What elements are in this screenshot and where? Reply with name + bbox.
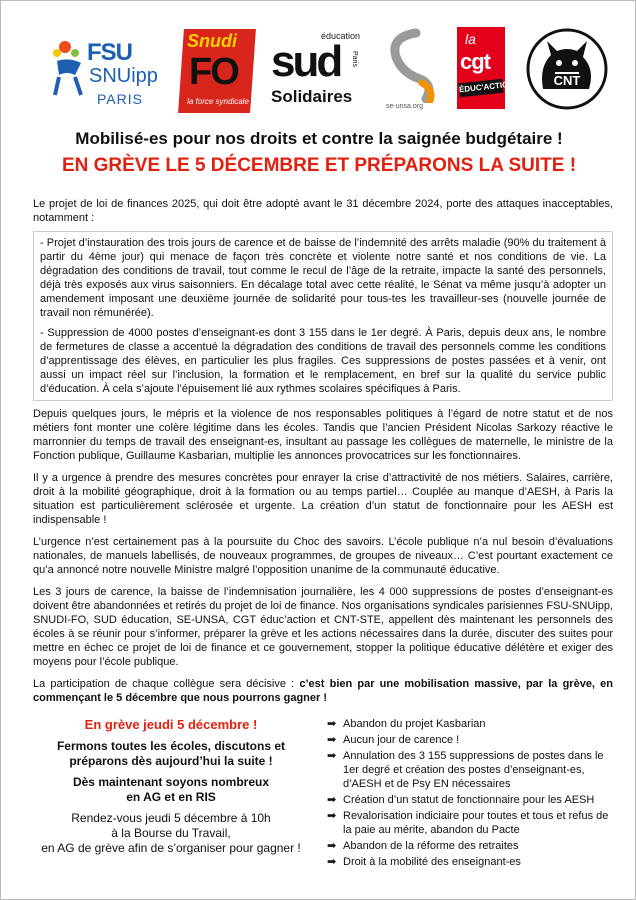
demand-item [327,793,615,807]
strike-date: En grève jeudi 5 décembre ! [84,717,258,732]
demand-text: Abandon du projet Kasbarian [343,718,486,730]
sud-wordmark: sud [271,37,341,86]
demand-item [327,809,615,837]
cgt-la-text: la [465,31,476,47]
sud-edu-text: éducation [321,31,361,41]
page-subtitle: EN GRÈVE LE 5 DÉCEMBRE ET PRÉPARONS LA SUITE ! [61,155,577,176]
cgt-educaction-text: ÉDUC'ACTION [458,79,503,98]
fsu-figure-icon [49,39,89,99]
unsa-url: se-unsa.org [386,103,423,110]
demand-text: Revalorisation indiciaire pour toutes et tous et refus de la paie au mérite, abandon du Pacte [343,810,609,836]
union-logos [41,23,601,123]
fsu-wordmark: FSU [87,39,132,66]
unsa-s-icon [376,27,446,103]
rendezvous-text [25,811,317,856]
fo-snudi-text: Snudi [187,31,237,51]
paragraph-urgence: Il y a urgence à prendre des mesures concrètes pour enrayer la crise d’attractivité de nos métiers. Salaires, carrière, droit à la mobilité géographique, droit à la formation ou au temps partiel… Couplée au manque d’AESH, à Paris la situation est particulièrement sclérosée et urgente. La création d’un statut de fonctionnaire pour les AESH est indispensable ! [33,472,613,526]
snuipp-wordmark: SNUipp [89,65,158,87]
paragraph-mepris: Depuis quelques jours, le mépris et la violence de nos responsables politiques à l’égard de notre statut et de nos métiers font monter une colère légitime dans les écoles. Tandis que l’ancien Président Nicolas Sarkozy réactive le marronnier du temps de travail des enseignant-es, insultant au passage les collègues de maternelle, le ministre de la Fonction publique, Guillaume Kasbarian, multiplie les annonces provocatrices sur les fonctionnaires. [33,408,613,462]
snudi-fo-logo [181,29,253,113]
demand-text: Aucun jour de carence ! [343,734,460,746]
demand-text: Annulation des 3 155 suppressions de postes dans le 1er degré et création des postes d’enseignant-es, d’AESH et de Psy EN nécessaires [343,750,604,790]
demand-text: Abandon de la réforme des retraites [343,840,519,852]
cnt-black-cat-icon [525,27,609,111]
arrow-right-icon: ➡ [327,810,337,822]
fsu-snuipp-logo [49,35,169,115]
se-unsa-logo [376,27,446,115]
mobilisation-bold: c’est bien par une mobilisation massive, par la grève, en commençant le 5 décembre que nous pourrons gagner ! [33,678,613,704]
attacks-box [33,231,613,401]
demands-list [327,717,615,871]
sud-education-logo [271,31,361,115]
rdv-line-1: Rendez-vous jeudi 5 décembre à 10h [71,811,271,825]
ag-text [25,775,317,805]
sud-paris-text: Paris [351,51,358,67]
close-line-1: Fermons toutes les écoles, discutons et [56,739,286,753]
arrow-right-icon: ➡ [327,718,337,730]
demand-item [327,733,615,747]
ag-line-1: Dès maintenant soyons nombreux [72,775,270,789]
demand-item [327,749,615,791]
demand-item [327,855,615,869]
arrow-right-icon: ➡ [327,734,337,746]
call-to-action [25,717,615,887]
rdv-line-3: en AG de grève afin de s’organiser pour gagner ! [41,841,301,855]
ag-line-2: en AG et en RIS [126,790,216,804]
fo-wordmark: FO [189,51,238,93]
mobilisation-plain: La participation de chaque collègue sera décisive : [33,678,300,690]
paragraph-mobilisation [33,677,613,705]
close-line-2: préparons dès aujourd’hui la suite ! [69,754,273,768]
attack-carence: - Projet d’instauration des trois jours de carence et de baisse de l’indemnité des arrêts maladie (90% du traitement à partir du 4ème jour) qui menace de façon très concrète et violente notre santé et nos conditions de vie. La dégradation des conditions de travail, tout comme le recul de l’âge de la retraite, impacte la santé des personnels, déjà très exposés aux virus saisonniers. En décalage total avec cette réalité, le Sénat va même jusqu’à adopter un amendement imposant une deuxième journée de solidarité pour tous-tes les travailleur-ses (nouvelle journée de travail non rémunérée). [40,237,606,319]
demand-text: Création d’un statut de fonctionnaire pour les AESH [343,794,595,806]
arrow-right-icon: ➡ [327,840,337,852]
arrow-right-icon: ➡ [327,856,337,868]
close-schools-text [25,739,317,769]
demand-text: Droit à la mobilité des enseignant-es [343,856,521,868]
fsu-city: PARIS [97,91,143,107]
fo-tagline: la force syndicale [187,97,249,106]
demand-item [327,839,615,853]
page-title: Mobilisé-es pour nos droits et contre la saignée budgétaire ! [75,129,563,148]
cgt-wordmark: cgt [460,49,490,74]
rdv-line-2: à la Bourse du Travail, [111,826,231,840]
cgt-educaction-logo [457,27,515,109]
demand-item [327,717,615,731]
cnt-logo [525,27,609,111]
intro-paragraph: Le projet de loi de finances 2025, qui doit être adopté avant le 31 décembre 2024, porte des attaques inacceptables, notamment : [33,198,613,224]
attack-suppressions: - Suppression de 4000 postes d’enseignant-es dont 3 155 dans le 1er degré. À Paris, depuis deux ans, le nombre de fermetures de classe a accentué la dégradation des conditions de travail des personnels comme les conditions d’apprentissage des élèves, en particulier les plus fragiles. Ces suppressions de postes passées et à venir, ont aussi un impact réel sur l’inclusion, la formation et le remplacement, en bref sur la qualité du service public d’éducation. À cela s’ajoute l’épuisement lié aux rythmes scolaires spécifiques à Paris. [40,327,606,395]
arrow-right-icon: ➡ [327,794,337,806]
paragraph-choc-savoirs: L’urgence n’est certainement pas à la poursuite du Choc des savoirs. L’école publique n’a nul besoin d’évaluations nationales, de manuels labellisés, de nouveaux programmes, de groupes de niveaux… C’est pourtant exactement ce qu’a annoncé notre nouvelle Ministre malgré l’opposition unanime de la communauté éducative. [33,536,613,576]
main-text [33,197,613,713]
strike-callout [25,717,317,856]
arrow-right-icon: ➡ [327,750,337,762]
sud-solidaires-text: Solidaires [271,87,353,106]
cnt-wordmark: CNT [553,73,581,88]
paragraph-appel: Les 3 jours de carence, la baisse de l’indemnisation journalière, les 4 000 suppressions de postes d’enseignant-es doivent être abandonnées et retirés du projet de loi de finance. Nos organisations syndicales parisiennes FSU-SNUipp, SNUDI-FO, SUD éducation, SE-UNSA, CGT éduc’action et CNT-STE, appellent dès maintenant les personnels des écoles à se réunir pour s’informer, préparer la grève et les actions nécessaires dans la durée, discuter des suites pour mettre en échec ce projet de loi de finance et ce gouvernement, stopper la politique éducative délétère et exiger des moyens pour l’école publique. [33,586,613,668]
